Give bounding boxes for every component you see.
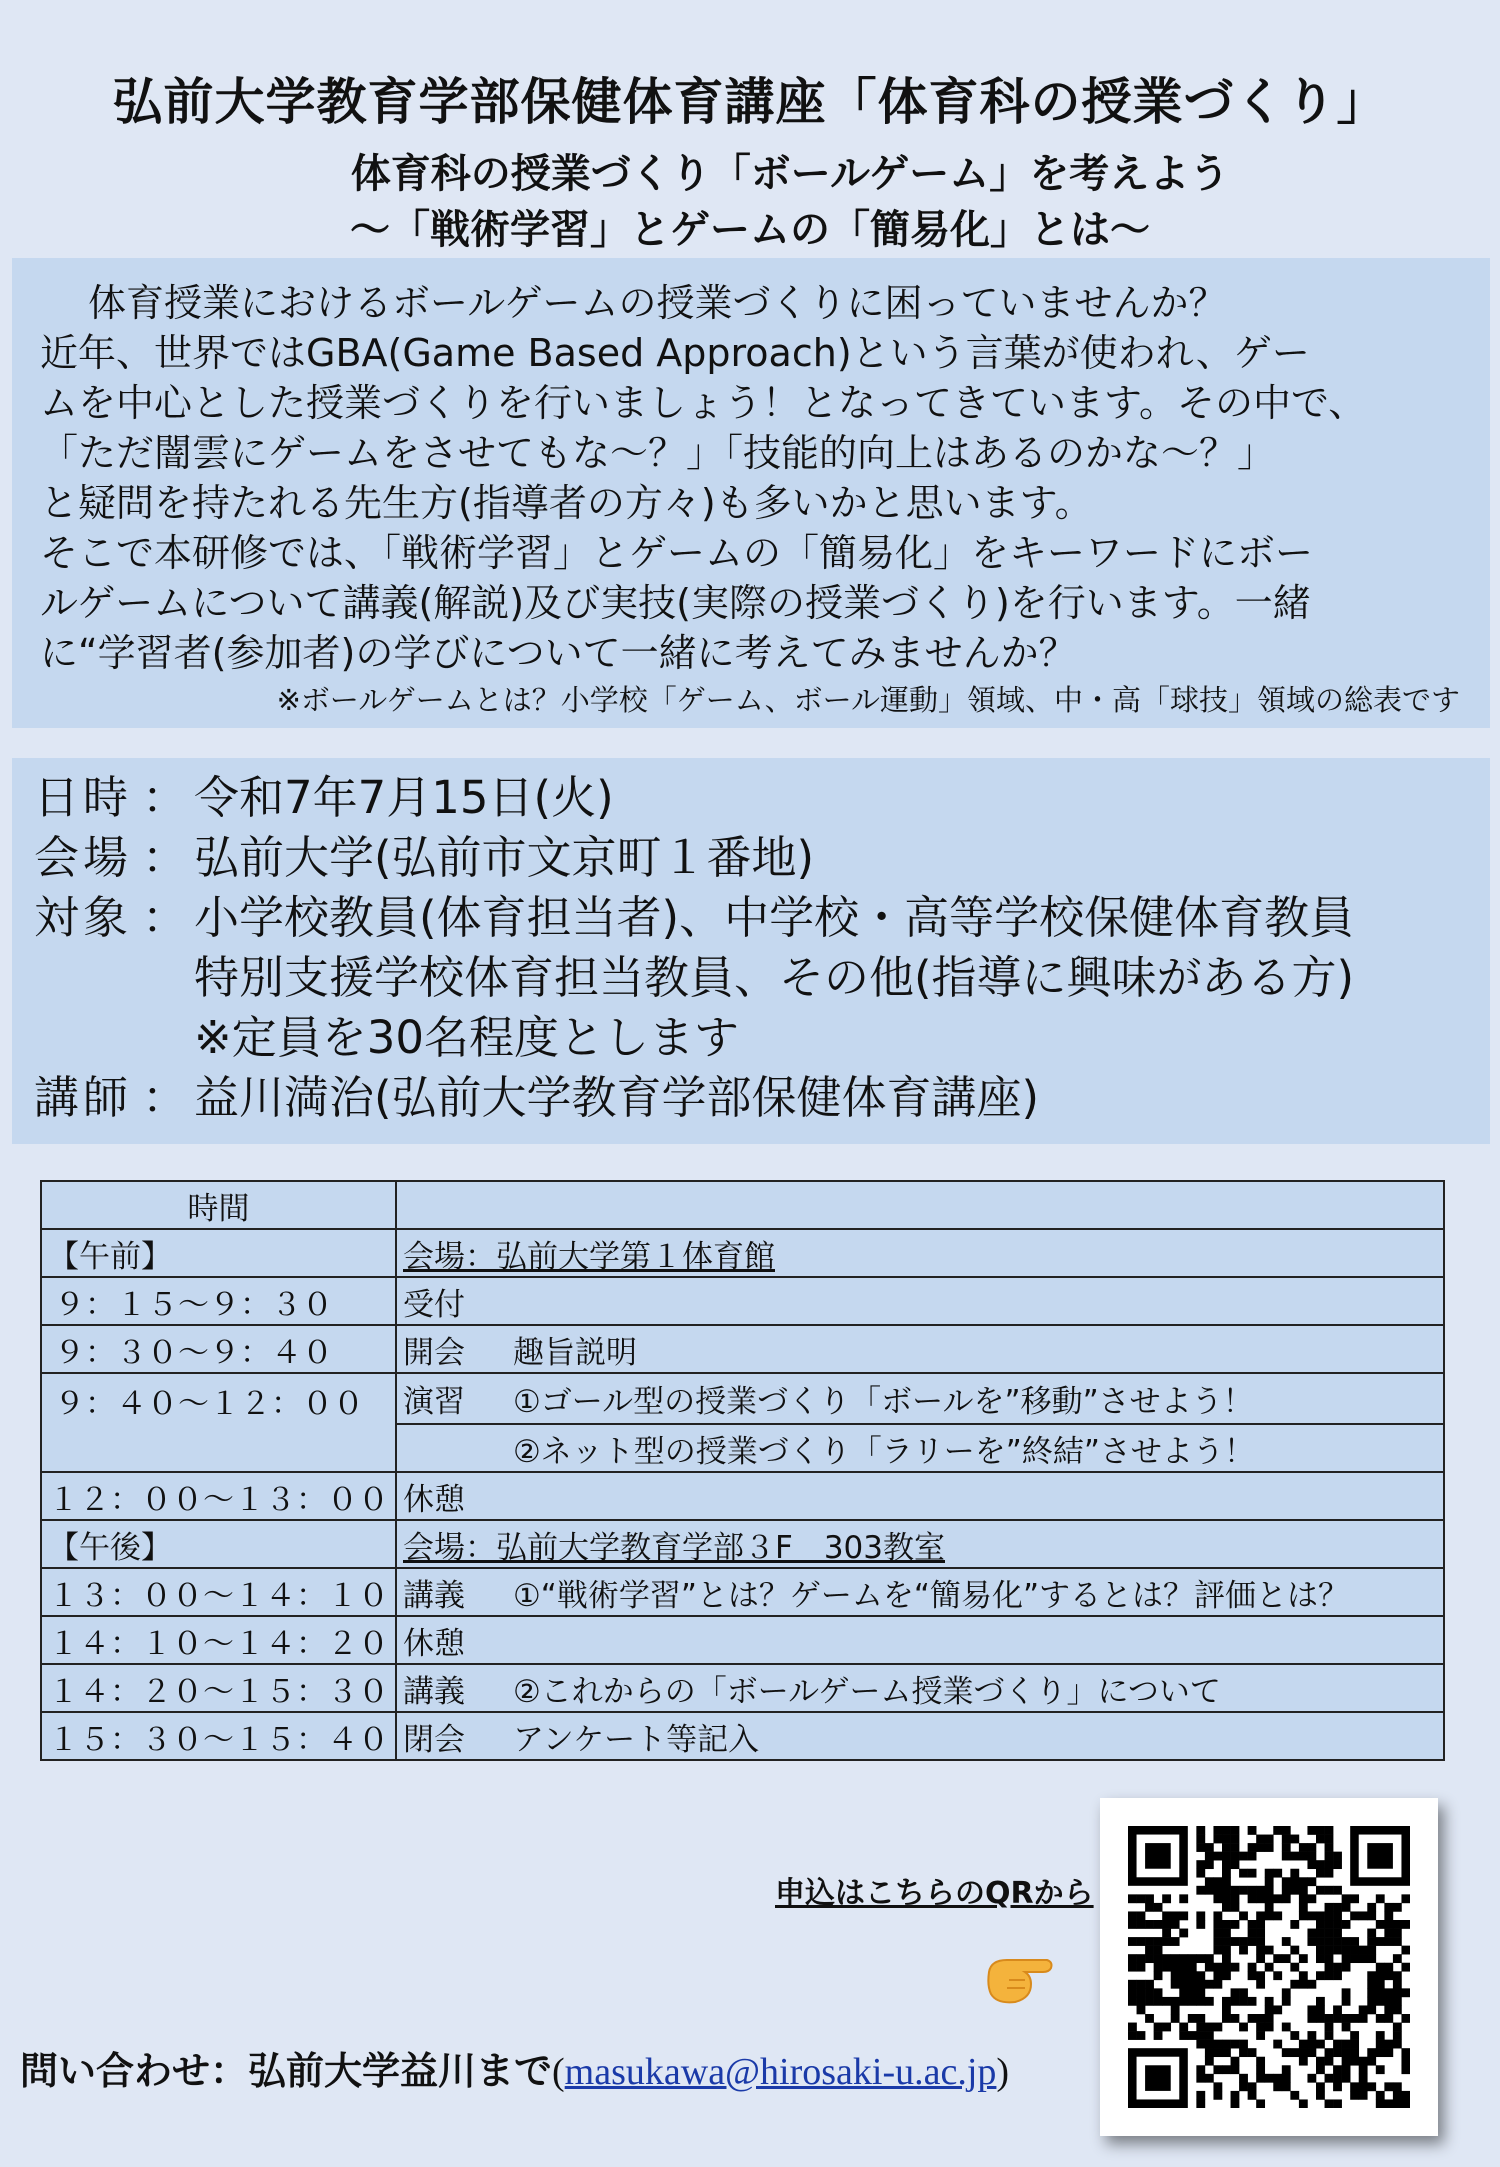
activity-cell	[396, 1325, 1444, 1373]
lecturer-row	[34, 1068, 1490, 1128]
activity-cell	[396, 1373, 1444, 1424]
time-cell: ９：４０～１２：００	[41, 1373, 396, 1424]
activity-kind: 講義	[403, 1673, 465, 1710]
time-cell: １３：００～１４：１０	[41, 1568, 396, 1616]
date-value: 令和7年7月15日(火)	[194, 771, 614, 824]
activity-desc: ①“戦術学習”とは？ゲームを“簡易化”するとは？評価とは？	[513, 1577, 1350, 1614]
activity-desc: アンケート等記入	[513, 1721, 760, 1758]
activity-kind: 講義	[403, 1577, 465, 1614]
table-row	[41, 1424, 1444, 1472]
colon: ：	[142, 771, 188, 824]
intro-line: 体育授業におけるボールゲームの授業づくりに困っていませんか？	[88, 281, 1227, 325]
table-row	[41, 1616, 1444, 1664]
intro-line: ムを中心とした授業づくりを行いましょう！となってきています。その中で、	[40, 381, 1367, 425]
intro-line: 近年、世界ではGBA(Game Based Approach)という言葉が使われ、ゲー	[40, 331, 1310, 375]
header-content	[396, 1181, 1444, 1229]
intro-line: そこで本研修では、「戦術学習」とゲームの「簡易化」をキーワードにボー	[40, 531, 1314, 575]
time-cell: １４：２０～１５：３０	[41, 1664, 396, 1712]
qr-code-graphic	[1128, 1826, 1410, 2108]
contact-label: 問い合わせ：弘前大学益川まで	[20, 2049, 553, 2093]
time-cell: ９：１５～９：３０	[41, 1277, 396, 1325]
morning-label: 【午前】	[41, 1229, 396, 1277]
activity-cell	[396, 1712, 1444, 1760]
activity-cell	[396, 1472, 1444, 1520]
intro-line: 「ただ闇雲にゲームをさせてもな～？」「技能的向上はあるのかな～？」	[40, 431, 1276, 475]
qr-code[interactable]	[1100, 1798, 1438, 2136]
activity-cell	[396, 1664, 1444, 1712]
afternoon-label: 【午後】	[41, 1520, 396, 1568]
colon: ：	[142, 891, 188, 944]
page-subtitle: 体育科の授業づくり「ボールゲーム」を考えよう	[350, 151, 1230, 197]
morning-venue: 会場：弘前大学第１体育館	[396, 1229, 1444, 1277]
table-row	[41, 1568, 1444, 1616]
table-row	[41, 1520, 1444, 1568]
date-label: 日時	[34, 771, 133, 824]
activity-cell	[396, 1277, 1444, 1325]
activity-kind: 休憩	[403, 1481, 465, 1518]
intro-line: と疑問を持たれる先生方(指導者の方々)も多いかと思います。	[40, 481, 1093, 525]
pointing-hand-icon	[985, 1950, 1055, 2010]
apply-text: 申込はこちらのQRから	[775, 1876, 1094, 1911]
time-cell-continued	[41, 1424, 396, 1472]
lecturer-label: 講師	[34, 1071, 133, 1124]
contact-line	[20, 2040, 1009, 2095]
time-cell: １４：１０～１４：２０	[41, 1616, 396, 1664]
target-row	[34, 888, 1490, 948]
table-row	[41, 1712, 1444, 1760]
activity-cell	[396, 1568, 1444, 1616]
table-row	[41, 1373, 1444, 1424]
activity-desc: 趣旨説明	[513, 1334, 637, 1371]
table-row	[41, 1325, 1444, 1373]
header-time: 時間	[41, 1181, 396, 1229]
contact-close-paren: )	[996, 2051, 1010, 2093]
activity-cell	[396, 1616, 1444, 1664]
activity-kind: 受付	[403, 1286, 465, 1323]
colon: ：	[142, 1071, 188, 1124]
colon: ：	[142, 831, 188, 884]
contact-open-paren: (	[552, 2051, 565, 2093]
afternoon-venue: 会場：弘前大学教育学部３F 303教室	[396, 1520, 1444, 1568]
target-label: 対象	[34, 891, 133, 944]
table-row	[41, 1229, 1444, 1277]
time-cell: １５：３０～１５：４０	[41, 1712, 396, 1760]
date-row	[34, 768, 1490, 828]
intro-line: に“学習者(参加者)の学びについて一緒に考えてみませんか？	[40, 631, 1077, 675]
target-value: 小学校教員(体育担当者)、中学校・高等学校保健体育教員	[194, 891, 1355, 944]
venue-row	[34, 828, 1490, 888]
activity-desc: ②これからの「ボールゲーム授業づくり」について	[513, 1673, 1221, 1710]
table-row	[41, 1472, 1444, 1520]
activity-kind: 開会	[403, 1334, 465, 1371]
table-header-row	[41, 1181, 1444, 1229]
capacity-note: ※定員を30名程度とします	[194, 1011, 739, 1064]
lecturer-value: 益川満治(弘前大学教育学部保健体育講座)	[194, 1071, 1040, 1124]
time-cell: ９：３０～９：４０	[41, 1325, 396, 1373]
intro-panel	[12, 258, 1490, 728]
schedule-table	[40, 1180, 1445, 1761]
table-row	[41, 1664, 1444, 1712]
table-row	[41, 1277, 1444, 1325]
venue-label: 会場	[34, 831, 133, 884]
intro-note: ※ボールゲームとは？小学校「ゲーム、ボール運動」領域、中・高「球技」領域の総表です	[276, 683, 1460, 717]
intro-line: ルゲームについて講義(解説)及び実技(実際の授業づくり)を行います。一緒	[40, 581, 1311, 625]
activity-kind: 演習	[403, 1384, 465, 1420]
activity-cell	[396, 1424, 1444, 1472]
event-info-panel	[12, 758, 1490, 1144]
page-subtitle-2: ～「戦術学習」とゲームの「簡易化」とは～	[350, 207, 1150, 253]
time-cell: １２：００～１３：００	[41, 1472, 396, 1520]
activity-desc: ②ネット型の授業づくり「ラリーを”終結”させよう！	[513, 1433, 1255, 1470]
activity-desc: ①ゴール型の授業づくり「ボールを”移動”させよう！	[513, 1384, 1254, 1420]
page-title: 弘前大学教育学部保健体育講座「体育科の授業づくり」	[112, 73, 1388, 131]
activity-kind: 閉会	[403, 1721, 465, 1758]
email-link[interactable]: masukawa@hirosaki-u.ac.jp	[564, 2051, 997, 2093]
venue-value: 弘前大学(弘前市文京町１番地)	[194, 831, 815, 884]
activity-kind: 休憩	[403, 1625, 465, 1662]
target-value-2: 特別支援学校体育担当教員、その他(指導に興味がある方)	[194, 951, 1355, 1004]
